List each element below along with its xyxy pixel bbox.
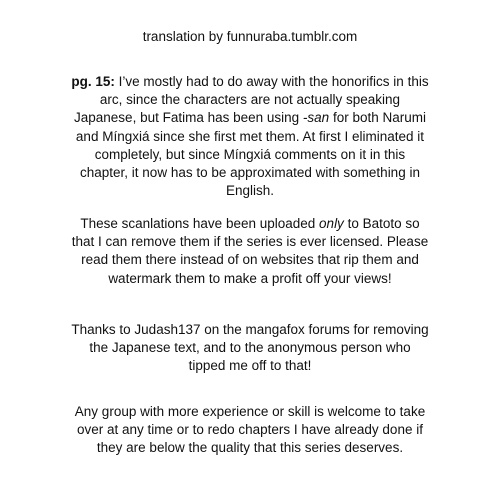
note-text-end: for both Narumi and Míngxiá since she first met them. At first I eliminated it completely, but since Míngxiá comments on it in this chapter, it now has to be approximated with something in English. [75, 110, 426, 199]
upload-notice [70, 215, 430, 288]
upload-emphasis: only [319, 216, 344, 231]
translation-credit: translation by funnuraba.tumblr.com [142, 29, 358, 44]
thanks-paragraph: Thanks to Judash137 on the mangafox forums for removing the Japanese text, and to the anonymous person who tipped me off to that! [71, 322, 429, 374]
page-15-note [70, 73, 430, 200]
upload-text-end: to Batoto so that I can remove them if the series is ever licensed. Please read them there instead of on websites that rip them and watermark them to make a profit off your views! [71, 216, 429, 286]
upload-text-start: These scanlations have been uploaded [80, 216, 320, 231]
note-page-label: pg. 15: [71, 74, 115, 89]
recruitment-paragraph: Any group with more experience or skill is welcome to take over at any time or to redo chapters I have already done if they are below the quality that this series deserves. [74, 404, 426, 456]
note-text-start: I’ve mostly had to do away with the honorifics in this arc, since the characters are not actually speaking Japanese, but Fatima has been using [74, 74, 429, 126]
note-honorific-term: -san [302, 110, 330, 126]
